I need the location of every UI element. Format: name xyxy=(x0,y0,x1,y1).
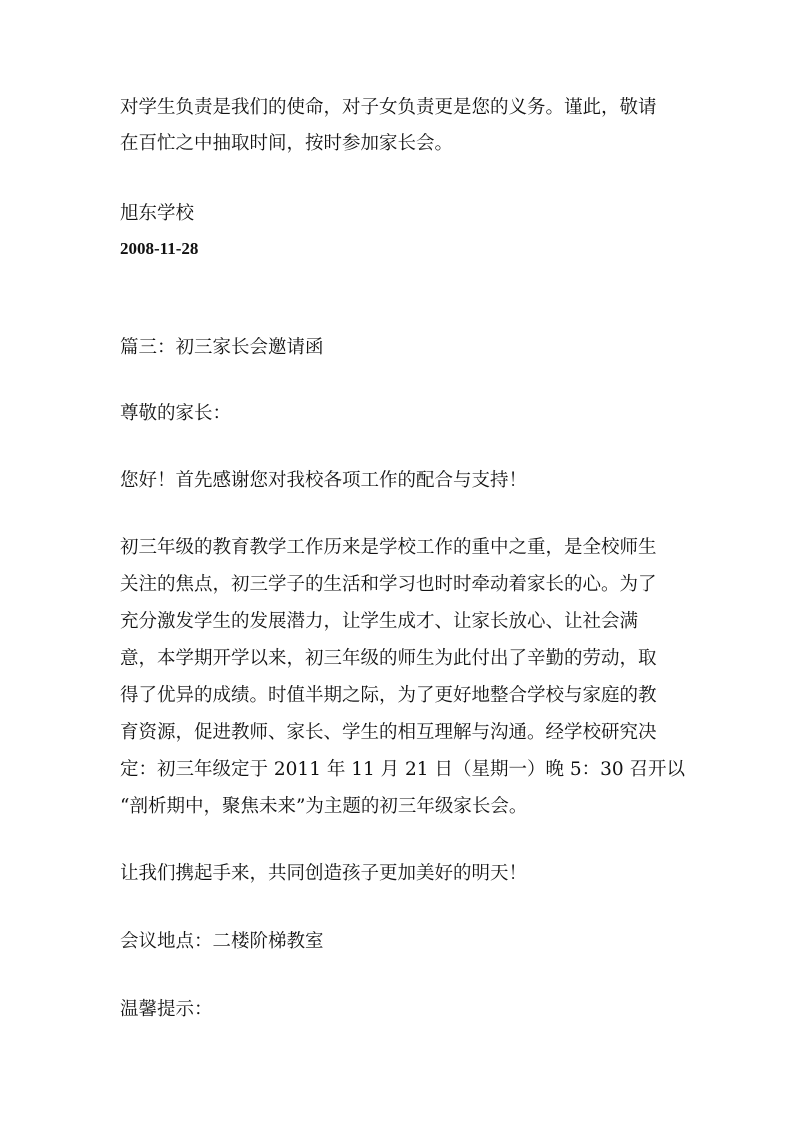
body-line-4: 意，本学期开学以来，初三年级的师生为此付出了辛勤的劳动，取 xyxy=(120,648,657,669)
body-line-2: 关注的焦点，初三学子的生活和学习也时时牵动着家长的心。为了 xyxy=(120,574,657,595)
intro-line-2: 在百忙之中抽取时间，按时参加家长会。 xyxy=(120,133,454,154)
salutation: 尊敬的家长： xyxy=(120,403,232,424)
greeting: 您好！首先感谢您对我校各项工作的配合与支持！ xyxy=(120,470,528,491)
signature-date: 2008-11-28 xyxy=(120,239,199,258)
body-line-8: “剖析期中，聚焦未来”为主题的初三年级家长会。 xyxy=(120,796,528,817)
body-line-7: 定：初三年级定于 2011 年 11 月 21 日（星期一）晚 5：30 召开以 xyxy=(120,759,686,780)
body-line-1: 初三年级的教育教学工作历来是学校工作的重中之重，是全校师生 xyxy=(120,537,657,558)
venue-line: 会议地点：二楼阶梯教室 xyxy=(120,931,324,952)
tips-heading: 温馨提示： xyxy=(120,999,213,1020)
body-line-6: 育资源，促进教师、家长、学生的相互理解与沟通。经学校研究决 xyxy=(120,722,657,743)
section-heading: 篇三：初三家长会邀请函 xyxy=(120,337,324,358)
intro-line-1: 对学生负责是我们的使命，对子女负责更是您的义务。谨此，敬请 xyxy=(120,97,657,118)
closing-line: 让我们携起手来，共同创造孩子更加美好的明天！ xyxy=(120,863,528,884)
signature-school: 旭东学校 xyxy=(120,203,195,224)
body-line-3: 充分激发学生的发展潜力，让学生成才、让家长放心、让社会满 xyxy=(120,611,639,632)
body-line-5: 得了优异的成绩。时值半期之际，为了更好地整合学校与家庭的教 xyxy=(120,685,657,706)
